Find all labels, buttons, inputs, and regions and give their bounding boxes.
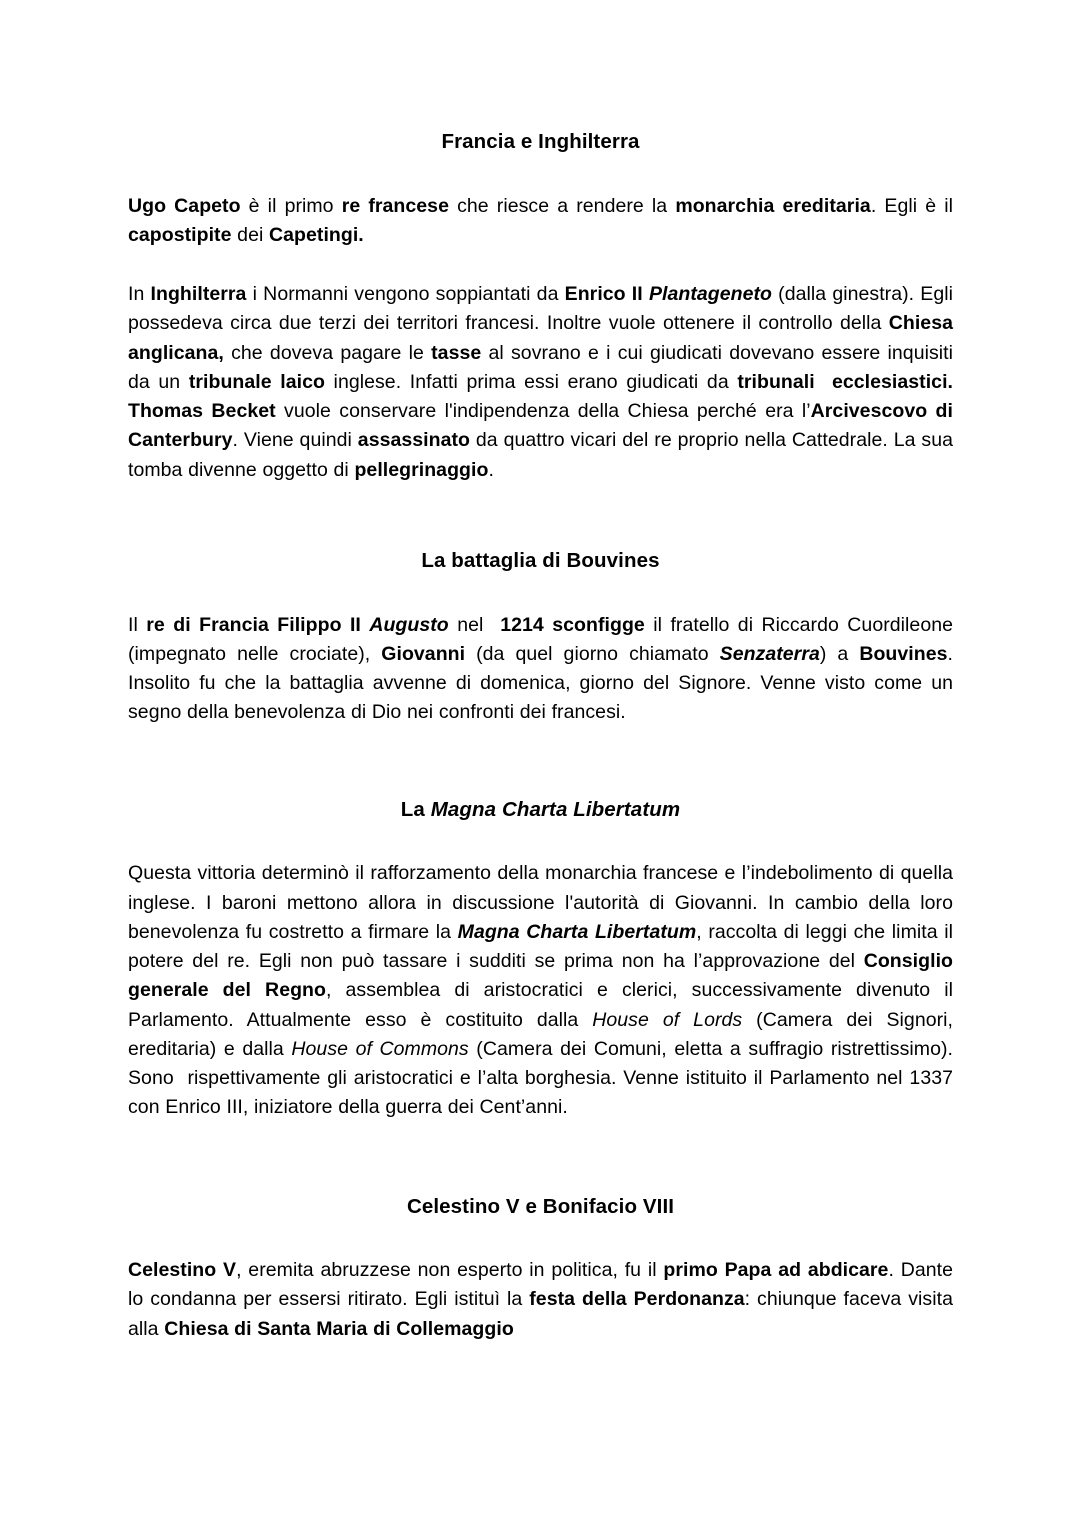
text-run: monarchia ereditaria [675,194,871,217]
spacer [128,1220,953,1256]
text-run: Celestino V [128,1259,237,1282]
text-run: Capetingi. [269,223,364,246]
text-run: Arcivescovo di Canterbury [128,400,959,452]
text-run: Inghilterra [150,283,247,306]
text-run: assassinato [357,429,470,452]
text-run: da quattro vicari del re proprio nella Cattedrale. La sua tomba divenne oggetto di [128,429,959,481]
paragraph-magna-charta [128,859,959,1122]
text-run: tribunale laico [188,370,325,393]
text-run: tribunali ecclesiastici. [737,370,954,393]
text-run: Senzaterra [719,642,820,665]
text-run: è il primo [240,194,342,217]
spacer [128,575,953,611]
text-run: 1214 sconfigge [500,613,645,636]
top-spacer [128,0,953,128]
text-run: (dalla ginestra). Egli possedeva circa due terzi dei territori francesi. Inoltre vuole ottenere il controllo della [128,283,959,335]
section-heading-bouvines: La battaglia di Bouvines [421,548,660,572]
text-run: re francese [341,194,449,217]
text-run: : chiunque faceva visita alla [128,1288,959,1340]
text-run: Augusto [369,613,449,636]
text-run: . Dante lo condanna per essersi ritirato. Egli istituì la [128,1259,959,1311]
text-run: capostipite [128,223,232,246]
text-run: Il [128,613,147,636]
spacer [128,728,953,796]
text-run: (da quel giorno chiamato [465,642,720,665]
text-run: che riesce a rendere la [448,194,676,217]
text-run: dei [231,223,270,246]
text-run: re di Francia Filippo II [146,613,370,636]
text-run: Questa vittoria determinò il rafforzamento della monarchia francese e l’indebolimento di quella inglese. I baroni mettono allora in discussione l'autorità di Giovanni. In cambio della loro benevolenza fu costretto a firmare la [128,862,959,943]
paragraph-bouvines [128,611,959,728]
text-run: . Egli è il [870,194,959,217]
text-run: pellegrinaggio [354,458,489,481]
text-run: nel [448,613,501,636]
text-run: Chiesa di Santa Maria di Collemaggio [164,1317,514,1340]
text-run: , assemblea di aristocratici e clerici, successivamente divenuto il Parlamento. Attualmente esso è costituito dalla [128,979,959,1031]
text-run: Giovanni [381,642,466,665]
text-run: Magna Charta Libertatum [457,920,697,943]
text-run: primo Papa ad abdicare [663,1259,889,1282]
spacer [128,156,953,192]
heading-part-magna-charta-libertatum: Magna Charta Libertatum [430,797,681,821]
text-run: tasse [431,341,482,364]
spacer [128,823,953,859]
text-run: Enrico II [564,283,649,306]
spacer [128,485,953,547]
text-run: i Normanni vengono soppiantati da [246,283,565,306]
text-run: . Insolito fu che la battaglia avvenne di domenica, giorno del Signore. Venne visto come un segno della benevolenza di Dio nei confronti dei francesi. [128,642,959,724]
text-run: ) a [819,642,860,665]
paragraph-inghilterra [128,280,959,485]
text-run: , raccolta di leggi che limita il potere del re. Egli non può tassare i sudditi se prima non ha l’approvazione del [128,920,959,973]
page-title: Francia e Inghilterra [441,130,640,153]
text-run: il fratello di Riccardo Cuordileone (impegnato nelle crociate), [128,613,959,665]
text-run: House of Commons [291,1037,469,1060]
text-run: inglese. Infatti prima essi erano giudicati da [324,370,738,393]
text-run: . Viene quindi [232,429,358,452]
text-run [953,371,959,393]
text-run: Ugo Capeto [128,194,241,217]
text-run: al sovrano e i cui giudicati dovevano essere inquisiti da un [128,341,959,393]
section-heading-magna-charta [128,796,953,824]
text-run: Chiesa anglicana, [128,312,959,364]
text-run: festa della Perdonanza [529,1288,745,1311]
text-run: . [488,458,494,481]
text-run: House of Lords [592,1008,743,1031]
spacer [128,250,953,280]
text-run: Thomas Becket [128,400,276,423]
text-run: Consiglio generale del Regno [128,950,959,1002]
text-run: Plantageneto [648,283,772,306]
text-run: (Camera dei Comuni, eletta a suffragio ristrettissimo). Sono rispettivamente gli aristocratici e l’alta borghesia. Venne istituito il Parlamento nel 1337 con Enrico III, iniziatore della guerra dei Cent’anni. [128,1037,959,1119]
text-run: Bouvines [859,642,948,665]
text-run: In [128,283,151,306]
paragraph-ugo-capeto [128,192,959,251]
document-content [128,0,959,1344]
text-run: vuole conservare l'indipendenza della Chiesa perché era l’ [275,400,811,423]
section-heading-celestino-bonifacio: Celestino V e Bonifacio VIII [406,1194,675,1218]
spacer [128,1123,953,1193]
paragraph-celestino [128,1256,959,1344]
text-run: che doveva pagare le [223,341,432,364]
text-run: , eremita abruzzese non esperto in politica, fu il [236,1259,664,1282]
heading-part-la: La [400,797,431,821]
text-run: (Camera dei Signori, ereditaria) e dalla [128,1008,959,1060]
